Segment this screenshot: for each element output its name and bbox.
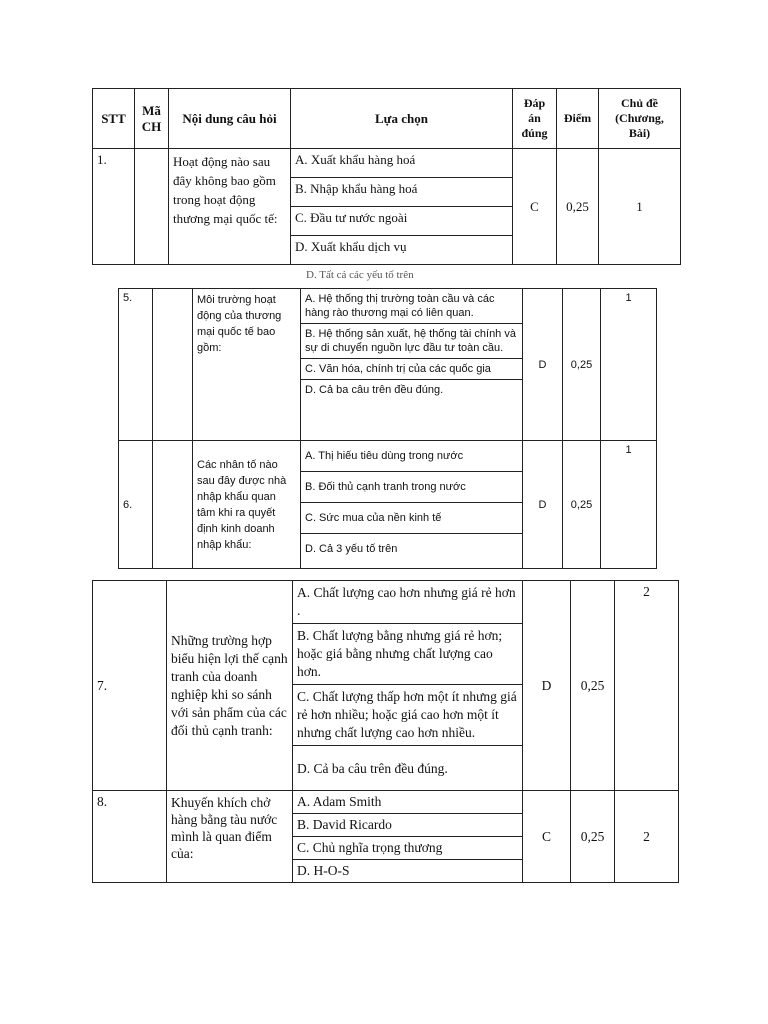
- quiz-table-3: [92, 580, 679, 883]
- answer: C: [523, 791, 571, 883]
- option-a: A. Adam Smith: [293, 791, 522, 814]
- score: 0,25: [571, 791, 615, 883]
- topic: 1: [601, 441, 657, 569]
- topic: 1: [601, 289, 657, 441]
- option-b: B. Nhập khẩu hàng hoá: [291, 178, 512, 207]
- answer: D: [523, 289, 563, 441]
- option-c: C. Văn hóa, chính trị của các quốc gia: [301, 359, 522, 380]
- table-row: [119, 441, 657, 569]
- option-c: C. Đầu tư nước ngoài: [291, 207, 512, 236]
- question-text: Hoạt động nào sau đây không bao gồm trong hoạt động thương mại quốc tế:: [169, 149, 291, 265]
- question-text: Môi trường hoạt động của thương mại quốc tế bao gồm:: [193, 289, 301, 441]
- question-text: Khuyến khích chở hàng bằng tàu nước mình là quan điểm của:: [167, 791, 293, 883]
- header-stt: STT: [93, 89, 135, 149]
- question-number: 6.: [119, 441, 153, 569]
- header-lua-chon: Lựa chọn: [291, 89, 513, 149]
- topic: 2: [615, 791, 679, 883]
- answer: D: [523, 581, 571, 791]
- option-d: D. H-O-S: [297, 863, 350, 878]
- option-a: A. Chất lượng cao hơn nhưng giá rẻ hơn .: [293, 581, 522, 624]
- topic: 2: [615, 581, 679, 791]
- question-text: Những trường hợp biểu hiện lợi thế cạnh tranh của doanh nghiệp khi so sánh với sản phẩm của các đối thủ cạnh tranh:: [167, 581, 293, 791]
- question-number: 7.: [93, 581, 167, 791]
- table-row: [93, 149, 681, 265]
- option-a: A. Thị hiếu tiêu dùng trong nước: [301, 441, 522, 472]
- option-a: A. Hệ thống thị trường toàn cầu và các hàng rào thương mại có liên quan.: [301, 289, 522, 324]
- options-cell: [291, 149, 513, 265]
- option-d: D. Xuất khẩu dịch vụ: [295, 239, 407, 254]
- option-b: B. Hệ thống sản xuất, hệ thống tài chính và sự di chuyển nguồn lực đầu tư toàn cầu.: [301, 324, 522, 359]
- header-noi-dung: Nội dung câu hỏi: [169, 89, 291, 149]
- header-ma-ch: Mã CH: [135, 89, 169, 149]
- option-b: B. Đối thủ cạnh tranh trong nước: [301, 472, 522, 503]
- options-cell: [301, 441, 523, 569]
- option-b: B. Chất lượng bằng nhưng giá rẻ hơn; hoặc giá bằng nhưng chất lượng cao hơn.: [293, 624, 522, 685]
- score: 0,25: [557, 149, 599, 265]
- options-cell: [293, 581, 523, 791]
- question-code: [153, 441, 193, 569]
- header-dap-an: Đáp án đúng: [513, 89, 557, 149]
- question-number: 8.: [93, 791, 167, 883]
- quiz-table-2: [118, 288, 657, 569]
- answer: C: [513, 149, 557, 265]
- score: 0,25: [563, 441, 601, 569]
- table-row: [93, 581, 679, 791]
- question-text: Các nhân tố nào sau đây được nhà nhập khẩu quan tâm khi ra quyết định kinh doanh nhập khẩu:: [193, 441, 301, 569]
- option-a: A. Xuất khẩu hàng hoá: [291, 149, 512, 178]
- quiz-table-1: [92, 88, 681, 265]
- header-diem: Điểm: [557, 89, 599, 149]
- options-cell: [301, 289, 523, 441]
- option-c: C. Chất lượng thấp hơn một ít nhưng giá rẻ hơn nhiều; hoặc giá cao hơn một ít nhưng chất lượng cao hơn nhiều.: [293, 685, 522, 746]
- topic: 1: [599, 149, 681, 265]
- option-d: D. Cả ba câu trên đều đúng.: [297, 761, 448, 776]
- table-row: [119, 289, 657, 441]
- question-number: 1.: [93, 149, 135, 265]
- score: 0,25: [563, 289, 601, 441]
- option-d: D. Cả 3 yếu tố trên: [305, 543, 398, 555]
- option-b: B. David Ricardo: [293, 814, 522, 837]
- question-code: [135, 149, 169, 265]
- option-c: C. Chủ nghĩa trọng thương: [293, 837, 522, 860]
- question-number: 5.: [119, 289, 153, 441]
- segment-questions-5-6: [0, 270, 768, 576]
- header-chu-de: Chủ đề (Chương, Bài): [599, 89, 681, 149]
- segment-question-1: [0, 88, 768, 266]
- options-cell: [293, 791, 523, 883]
- answer: D: [523, 441, 563, 569]
- score: 0,25: [571, 581, 615, 791]
- segment-questions-7-8: [0, 580, 768, 878]
- question-code: [153, 289, 193, 441]
- table-row: [93, 791, 679, 883]
- cut-text: D. Tất cả các yếu tố trên: [306, 269, 414, 281]
- option-c: C. Sức mua của nền kinh tế: [301, 503, 522, 534]
- option-d: D. Cả ba câu trên đều đúng.: [305, 384, 444, 396]
